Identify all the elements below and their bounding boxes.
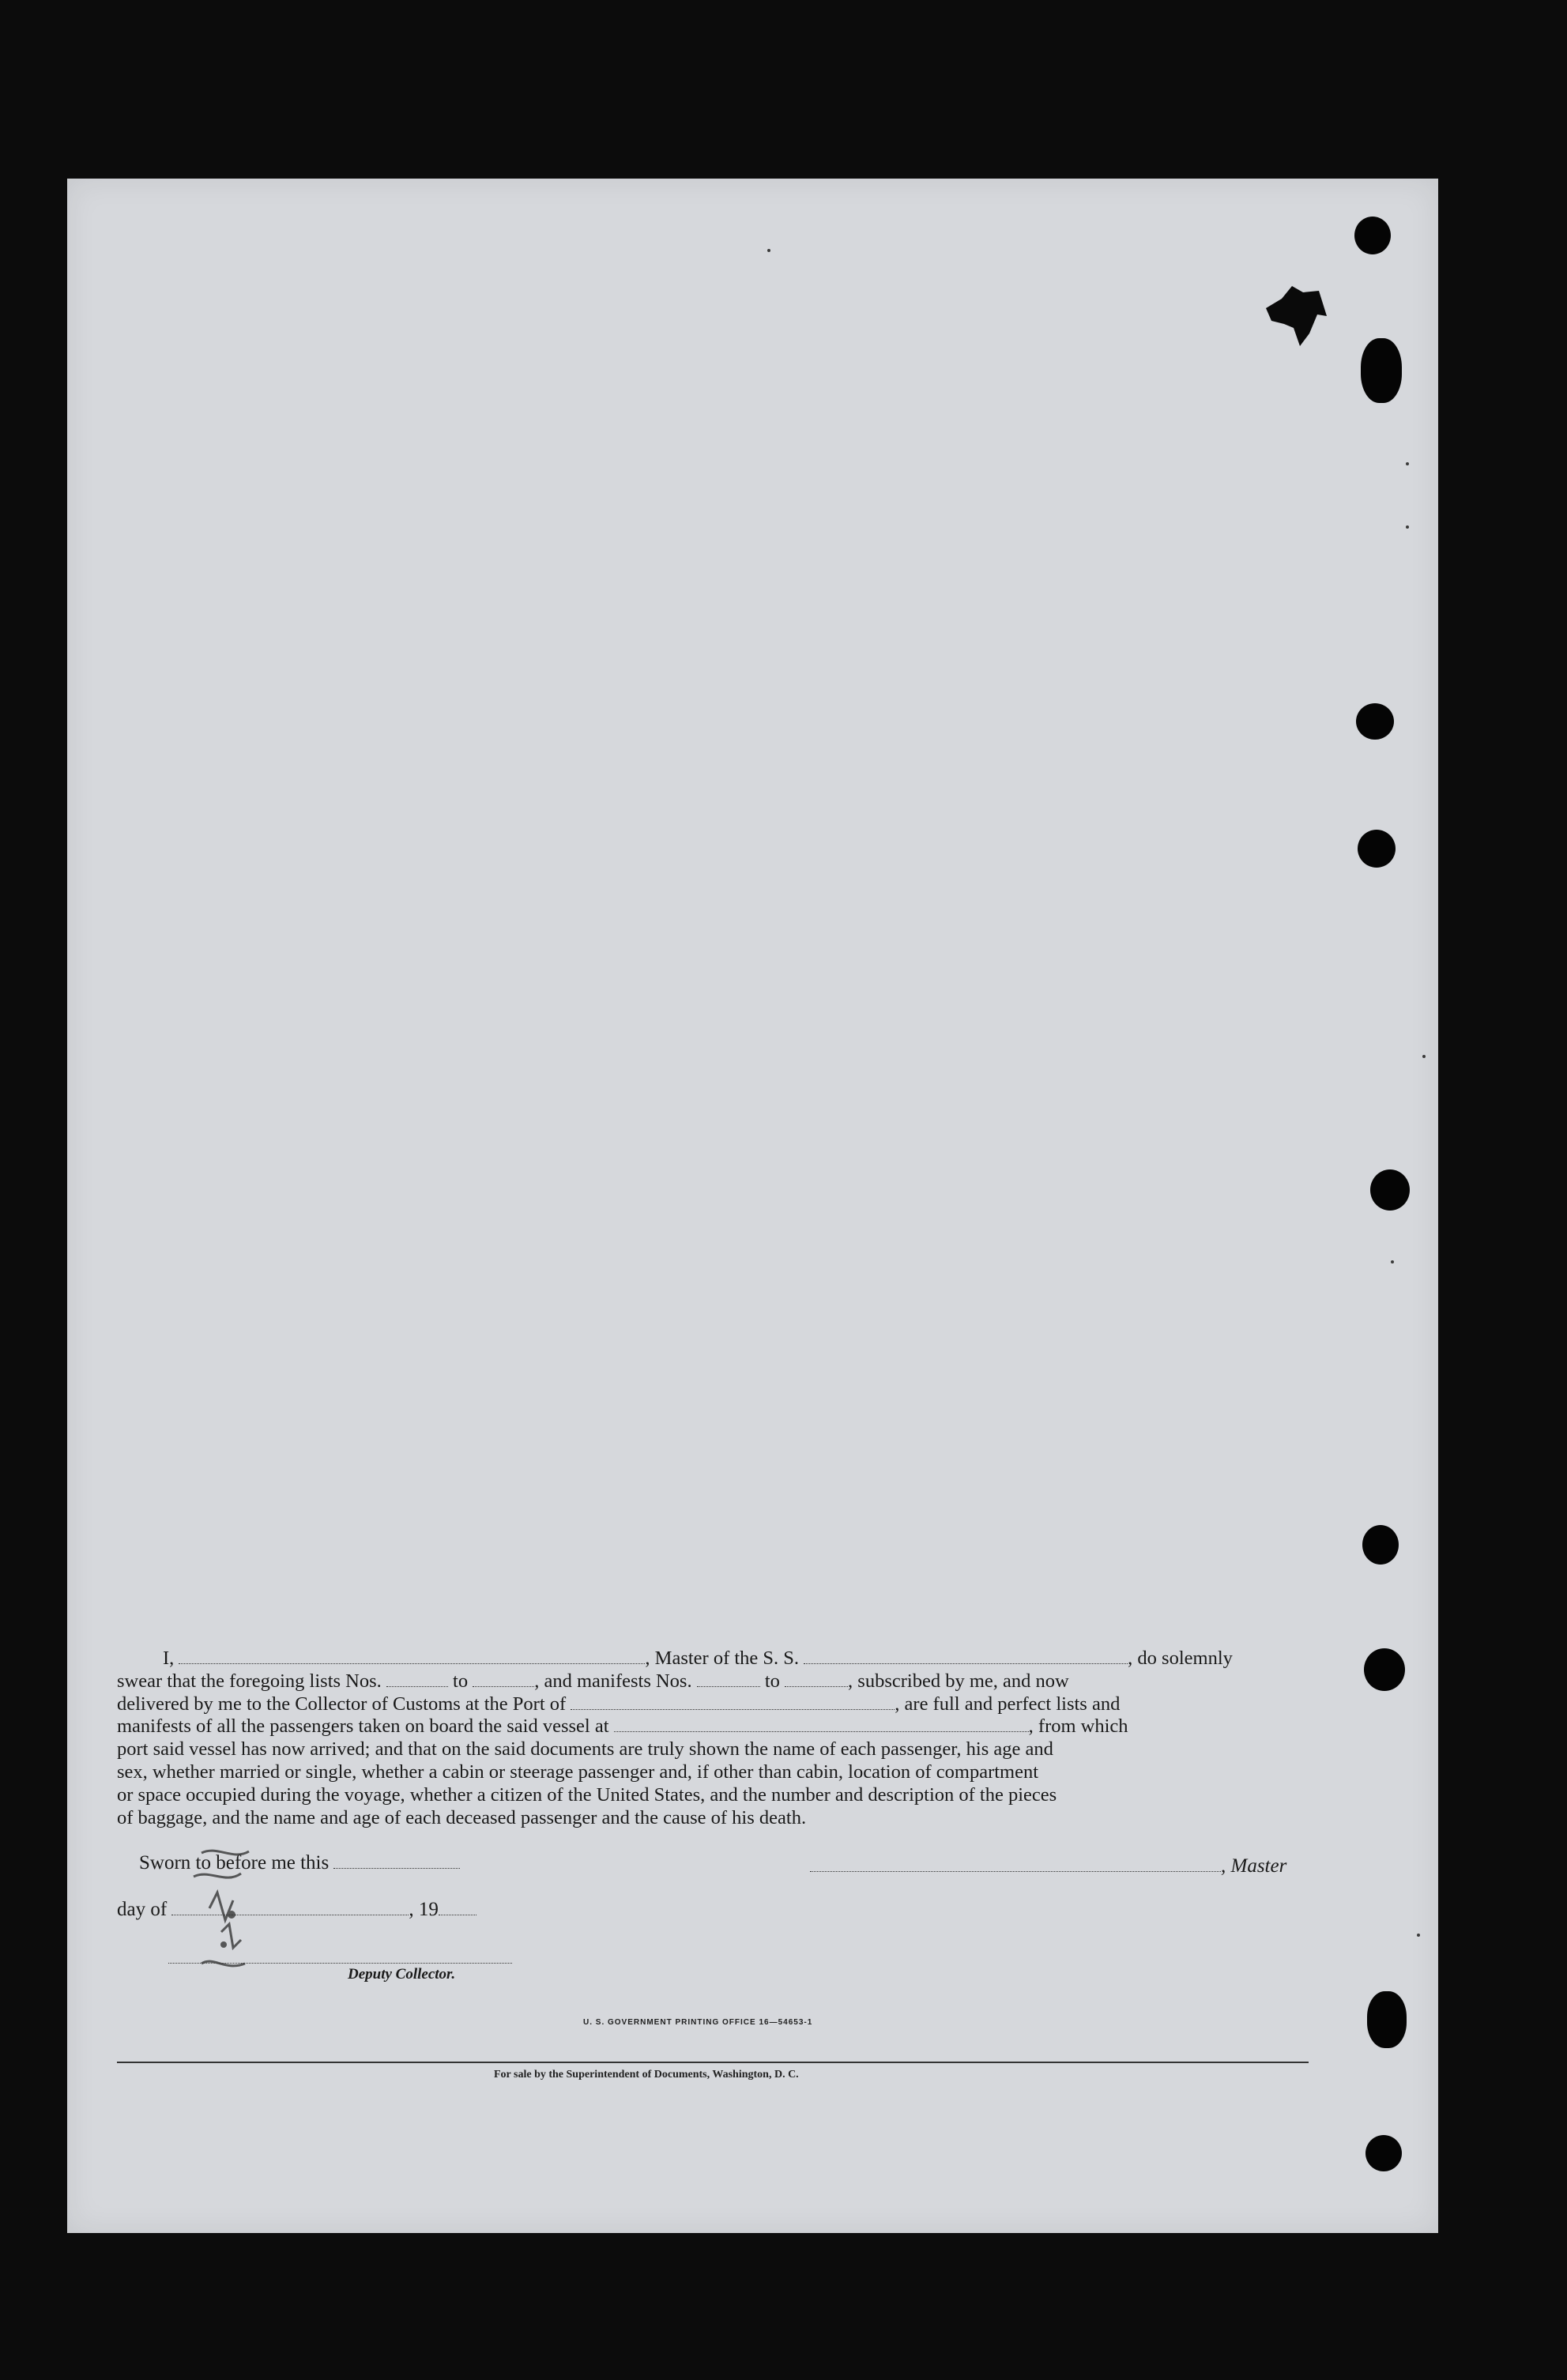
oath-manifests-text: , and manifests Nos. xyxy=(534,1670,692,1692)
torn-paper-mark xyxy=(1262,284,1333,348)
port-blank xyxy=(571,1695,895,1710)
dust-speck xyxy=(1406,525,1409,529)
dust-speck xyxy=(1417,1934,1420,1937)
oath-line-4 xyxy=(117,1715,1309,1738)
oath-lists-text: swear that the foregoing lists Nos. xyxy=(117,1670,382,1692)
oath-solemnly-text: , do solemnly xyxy=(1128,1648,1233,1669)
master-name-blank xyxy=(179,1649,645,1664)
oath-paragraph xyxy=(117,1648,1309,1829)
dust-speck xyxy=(1406,462,1409,465)
year-prefix: , 19 xyxy=(409,1899,439,1920)
punch-hole xyxy=(1356,703,1394,740)
dust-speck xyxy=(767,249,770,252)
oath-full-perfect-text: , are full and perfect lists and xyxy=(895,1693,1121,1715)
oath-master-text: , Master of the S. S. xyxy=(645,1648,800,1669)
manifest-from-blank xyxy=(697,1672,760,1687)
master-signature-row xyxy=(810,1855,1286,1877)
list-from-blank xyxy=(386,1672,448,1687)
punch-hole xyxy=(1361,338,1402,403)
printing-office-imprint: U. S. GOVERNMENT PRINTING OFFICE 16—54653-1 xyxy=(583,2018,813,2027)
sworn-day-blank xyxy=(333,1854,460,1869)
punch-hole xyxy=(1367,1991,1407,2048)
punch-hole xyxy=(1354,217,1391,254)
punch-hole xyxy=(1364,1648,1405,1691)
oath-to-text: to xyxy=(453,1670,469,1692)
oath-line-5: port said vessel has now arrived; and that on the said documents are truly shown the name of each passenger, his age and xyxy=(117,1738,1053,1761)
deputy-collector-label: Deputy Collector. xyxy=(348,1966,456,1983)
sale-notice: For sale by the Superintendent of Documents, Washington, D. C. xyxy=(494,2069,799,2081)
departure-port-blank xyxy=(614,1717,1029,1732)
oath-delivered-text: delivered by me to the Collector of Customs at the Port of xyxy=(117,1693,567,1715)
master-label: , Master xyxy=(1221,1855,1287,1877)
oath-line-6: sex, whether married or single, whether a cabin or steerage passenger and, if other than cabin, location of compartment xyxy=(117,1761,1039,1783)
punch-hole xyxy=(1370,1169,1410,1211)
date-row xyxy=(117,1899,477,1921)
day-of-label: day of xyxy=(117,1899,168,1920)
oath-subscribed-text: , subscribed by me, and now xyxy=(848,1670,1069,1692)
punch-hole xyxy=(1365,2135,1402,2171)
list-to-blank xyxy=(473,1672,534,1687)
ship-name-blank xyxy=(804,1649,1128,1664)
punch-hole xyxy=(1358,830,1396,868)
oath-to-text: to xyxy=(764,1670,780,1692)
punch-hole xyxy=(1362,1525,1399,1565)
oath-line-1 xyxy=(117,1648,1309,1670)
master-signature-blank xyxy=(810,1857,1221,1872)
dust-speck xyxy=(1422,1055,1426,1058)
oath-from-which-text: , from which xyxy=(1028,1715,1128,1738)
oath-pronoun: I, xyxy=(163,1648,175,1669)
oath-line-8: of baggage, and the name and age of each deceased passenger and the cause of his death. xyxy=(117,1806,807,1828)
oath-passengers-text: manifests of all the passengers taken on board the said vessel at xyxy=(117,1715,609,1738)
sworn-label: Sworn to before me this xyxy=(139,1852,330,1873)
deputy-signature-line xyxy=(168,1963,512,1964)
oath-line-2 xyxy=(117,1670,1309,1693)
footer-rule xyxy=(117,2062,1309,2063)
year-blank xyxy=(439,1900,477,1915)
dust-speck xyxy=(1391,1260,1394,1263)
manifest-to-blank xyxy=(785,1672,848,1687)
oath-line-7: or space occupied during the voyage, whether a citizen of the United States, and the number and description of the pieces xyxy=(117,1783,1057,1806)
ink-smudge xyxy=(186,1845,281,1979)
oath-line-3 xyxy=(117,1693,1309,1716)
